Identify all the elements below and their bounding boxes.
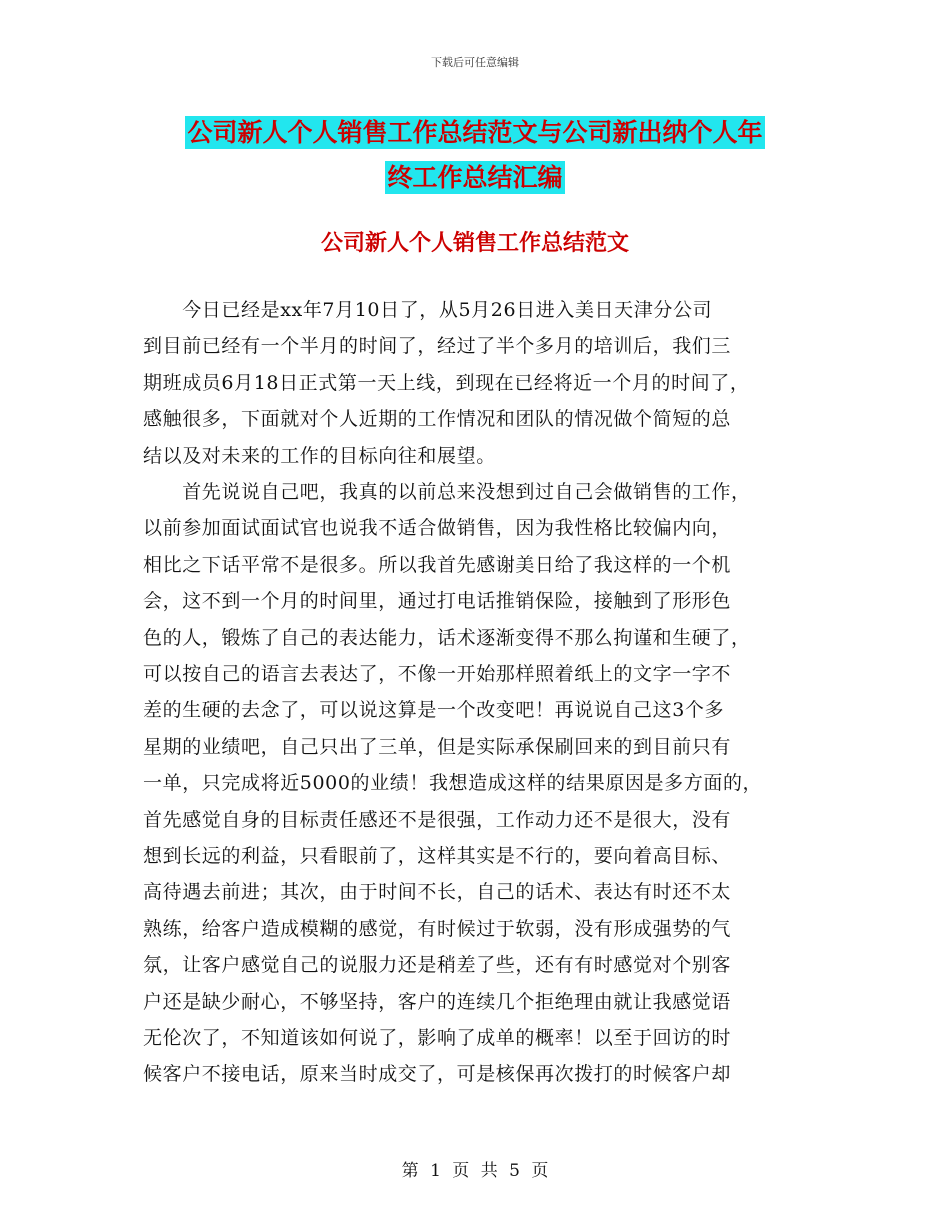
text-line: 星期的业绩吧，自己只出了三单，但是实际承保刷回来的到目前只有: [143, 735, 732, 758]
text-line: 候客户不接电话，原来当时成交了，可是核保再次拨打的时候客户却: [143, 1063, 732, 1086]
page-footer: 第 1 页 共 5 页: [401, 1161, 549, 1181]
text-line: 今日已经是xx年7月10日了，从5月26日进入美日天津分公司: [143, 299, 713, 321]
title-highlight-2: 终工作总结汇编: [387, 163, 563, 192]
text-line: 色的人，锻炼了自己的表达能力，话术逐渐变得不那么拘谨和生硬了，: [143, 626, 751, 649]
section-title: 公司新人个人销售工作总结范文: [320, 230, 629, 256]
text-line: 一单，只完成将近5000的业绩！我想造成这样的结果原因是多方面的，: [143, 772, 763, 795]
text-line: 感触很多，下面就对个人近期的工作情况和团队的情况做个简短的总: [143, 408, 732, 431]
title-highlight-1: 公司新人个人销售工作总结范文与公司新出纳个人年: [187, 118, 763, 147]
text-line: 首先感觉自身的目标责任感还不是很强，工作动力还不是很大，没有: [143, 808, 732, 831]
text-line: 到目前已经有一个半月的时间了，经过了半个多月的培训后，我们三: [143, 335, 732, 358]
text-line: 相比之下话平常不是很多。所以我首先感谢美日给了我这样的一个机: [143, 553, 732, 576]
text-line: 户还是缺少耐心，不够坚持，客户的连续几个拒绝理由就让我感觉语: [143, 990, 732, 1013]
document-title-line-2: [0, 158, 950, 194]
text-line: 差的生硬的去念了，可以说这算是一个改变吧！再说说自己这3个多: [143, 699, 725, 722]
text-line: 氛，让客户感觉自己的说服力还是稍差了些，还有有时感觉对个别客: [143, 954, 732, 977]
text-line: 首先说说自己吧，我真的以前总来没想到过自己会做销售的工作，: [143, 481, 751, 503]
text-line: 期班成员6月18日正式第一天上线，到现在已经将近一个月的时间了，: [143, 371, 750, 394]
page-header: 下载后可任意编辑: [431, 56, 519, 69]
text-line: 无伦次了，不知道该如何说了，影响了成单的概率！以至于回访的时: [143, 1027, 732, 1049]
document-title-line-1: [0, 113, 950, 149]
text-line: 会，这不到一个月的时间里，通过打电话推销保险，接触到了形形色: [143, 590, 732, 613]
text-line: 想到长远的利益，只看眼前了，这样其实是不行的，要向着高目标、: [143, 845, 732, 867]
text-line: 以前参加面试面试官也说我不适合做销售，因为我性格比较偏内向，: [143, 517, 732, 540]
text-line: 高待遇去前进；其次，由于时间不长，自己的话术、表达有时还不太: [143, 881, 732, 904]
text-line: 可以按自己的语言去表达了，不像一开始那样照着纸上的文字一字不: [143, 663, 732, 685]
text-line: 结以及对未来的工作的目标向往和展望。: [143, 444, 496, 467]
text-line: 熟练，给客户造成模糊的感觉，有时候过于软弱，没有形成强势的气: [143, 917, 732, 940]
